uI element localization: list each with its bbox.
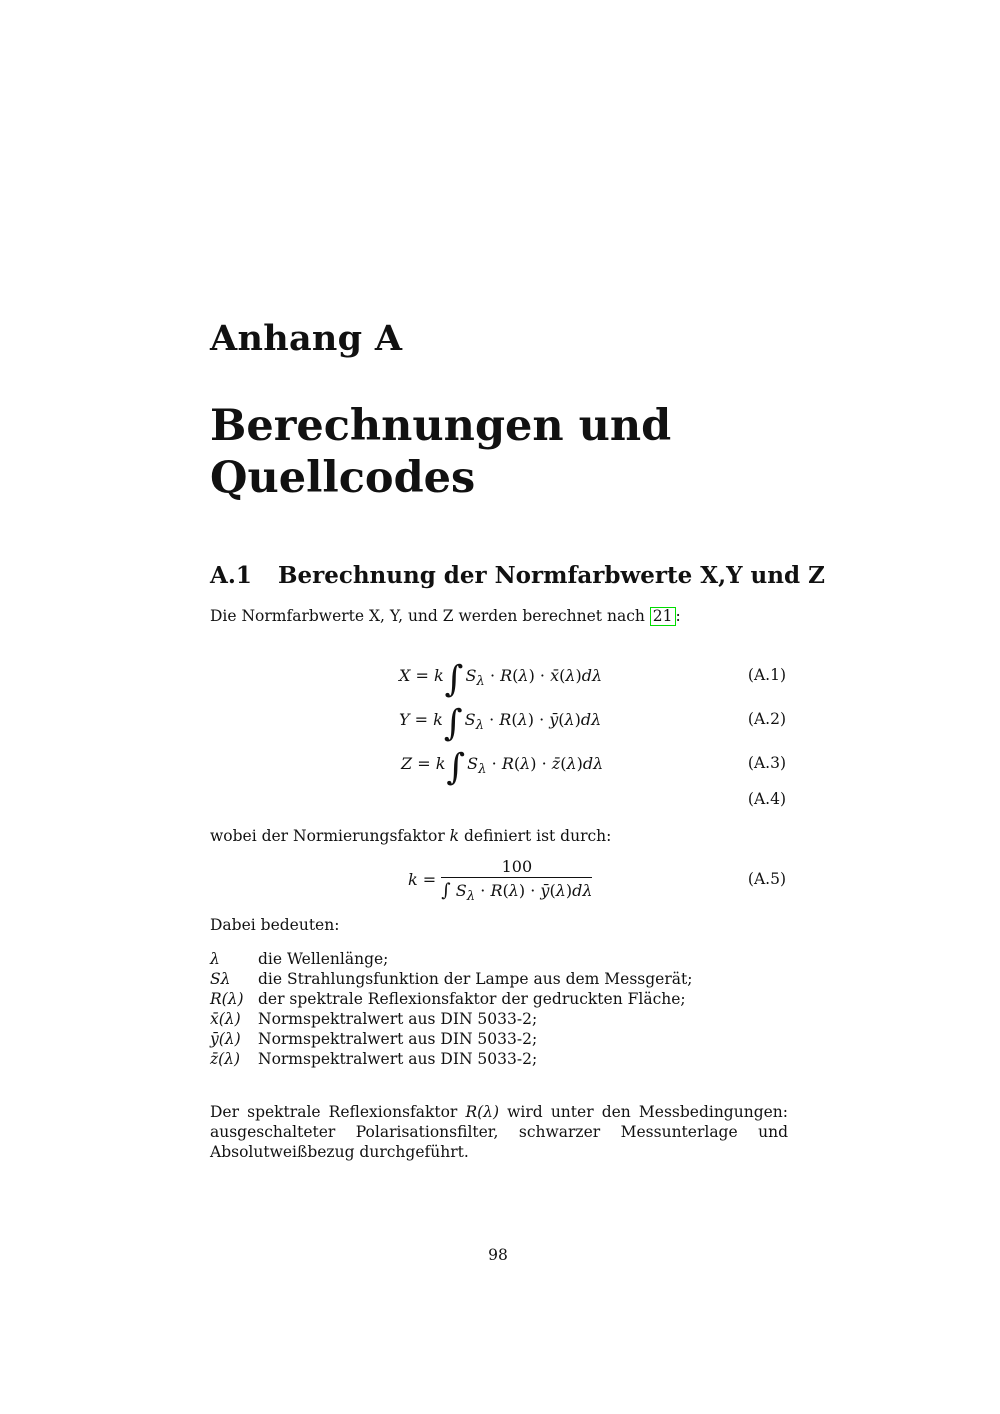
citation-link[interactable]: 21 xyxy=(650,607,676,626)
normalization-symbol: k xyxy=(449,827,460,845)
chapter-label: Anhang A xyxy=(210,318,403,359)
normalization-text-before: wobei der Normierungsfaktor xyxy=(210,827,450,845)
intro-suffix: : xyxy=(675,607,681,625)
section-heading xyxy=(210,562,825,589)
list-item xyxy=(210,989,692,1009)
equation-a1: X = k∫ $S_\lambda \cdot R(\lambda)$ · x̄(λ)dλ xyxy=(399,659,603,700)
definitions-intro: Dabei bedeuten: xyxy=(210,916,340,934)
closing-symbol: R(λ) xyxy=(465,1103,500,1121)
normalization-text-after: definiert ist durch: xyxy=(459,827,612,845)
equation-a3: Z = k∫ $S_\lambda \cdot R(\lambda)$ · z̄(λ)dλ xyxy=(401,747,604,788)
definition-symbol: z̄(λ) xyxy=(210,1050,241,1068)
page-number: 98 xyxy=(488,1246,508,1264)
chapter-title-line-1: Berechnungen und xyxy=(210,401,672,451)
definition-text: Normspektralwert aus DIN 5033-2; xyxy=(258,1030,538,1048)
equation-number-a4: (A.4) xyxy=(747,790,786,808)
normalization-sentence xyxy=(210,826,611,846)
list-item xyxy=(210,1049,692,1069)
definition-symbol: Sλ xyxy=(210,970,231,988)
list-item xyxy=(210,1029,692,1049)
definition-text: Normspektralwert aus DIN 5033-2; xyxy=(258,1010,538,1028)
equation-function: z̄ xyxy=(551,754,561,773)
definition-symbol: ȳ(λ) xyxy=(210,1030,241,1048)
chapter-title xyxy=(210,400,810,504)
section-title: Berechnung der Normfarbwerte X,Y und Z xyxy=(278,562,825,589)
equation-lhs: X xyxy=(399,666,411,685)
equation-number-a3: (A.3) xyxy=(747,754,786,772)
equation-a2: Y = k∫ $S_\lambda \cdot R(\lambda)$ · ȳ(λ)dλ xyxy=(399,703,602,744)
list-item xyxy=(210,969,692,989)
list-item xyxy=(210,949,692,969)
equation-function: x̄ xyxy=(550,666,560,685)
definition-text: Normspektralwert aus DIN 5033-2; xyxy=(258,1050,538,1068)
definition-text: der spektrale Reflexionsfaktor der gedruckten Fläche; xyxy=(258,990,686,1008)
equation-lhs: Y xyxy=(399,710,410,729)
integral-sign-icon: ∫ xyxy=(443,703,463,744)
definition-symbol: x̄(λ) xyxy=(210,1010,241,1028)
equation-a5: k = $\frac{100}{\int S_\lambda \cdot R(\lambda) \cdot ȳ(\lambda)d\lambda}$ xyxy=(408,857,593,905)
definitions-list xyxy=(210,949,692,1069)
intro-paragraph xyxy=(210,606,681,626)
integral-sign-icon: ∫ xyxy=(444,659,464,700)
definition-text: die Strahlungsfunktion der Lampe aus dem Messgerät; xyxy=(258,970,693,988)
fraction xyxy=(441,857,592,904)
list-item xyxy=(210,1009,692,1029)
integral-sign-icon: ∫ xyxy=(446,747,466,788)
closing-text-after: wird unter den Messbedingungen: ausgeschalteter Polarisationsfilter, schwarzer Messunterlage und Absolutweißbezug durchgeführt. xyxy=(210,1103,788,1161)
equation-function: ȳ xyxy=(549,710,559,729)
equation-number-a2: (A.2) xyxy=(747,710,786,728)
definition-symbol: R(λ) xyxy=(210,990,244,1008)
equation-number-a1: (A.1) xyxy=(747,666,786,684)
section-number: A.1 xyxy=(210,562,252,589)
equation-number-a5: (A.5) xyxy=(747,870,786,888)
fraction-numerator: 100 xyxy=(441,857,592,878)
equation-lhs: Z xyxy=(401,754,413,773)
intro-text: Die Normfarbwerte X, Y, und Z werden berechnet nach xyxy=(210,607,650,625)
fraction-denominator: ∫ $S_\lambda \cdot R(\lambda)$ · ȳ(λ)dλ xyxy=(441,880,593,905)
closing-paragraph xyxy=(210,1102,788,1162)
chapter-title-line-2: Quellcodes xyxy=(210,453,476,503)
closing-text-before: Der spektrale Reflexionsfaktor xyxy=(210,1103,466,1121)
definition-symbol: λ xyxy=(210,950,220,968)
definition-text: die Wellenlänge; xyxy=(258,950,389,968)
